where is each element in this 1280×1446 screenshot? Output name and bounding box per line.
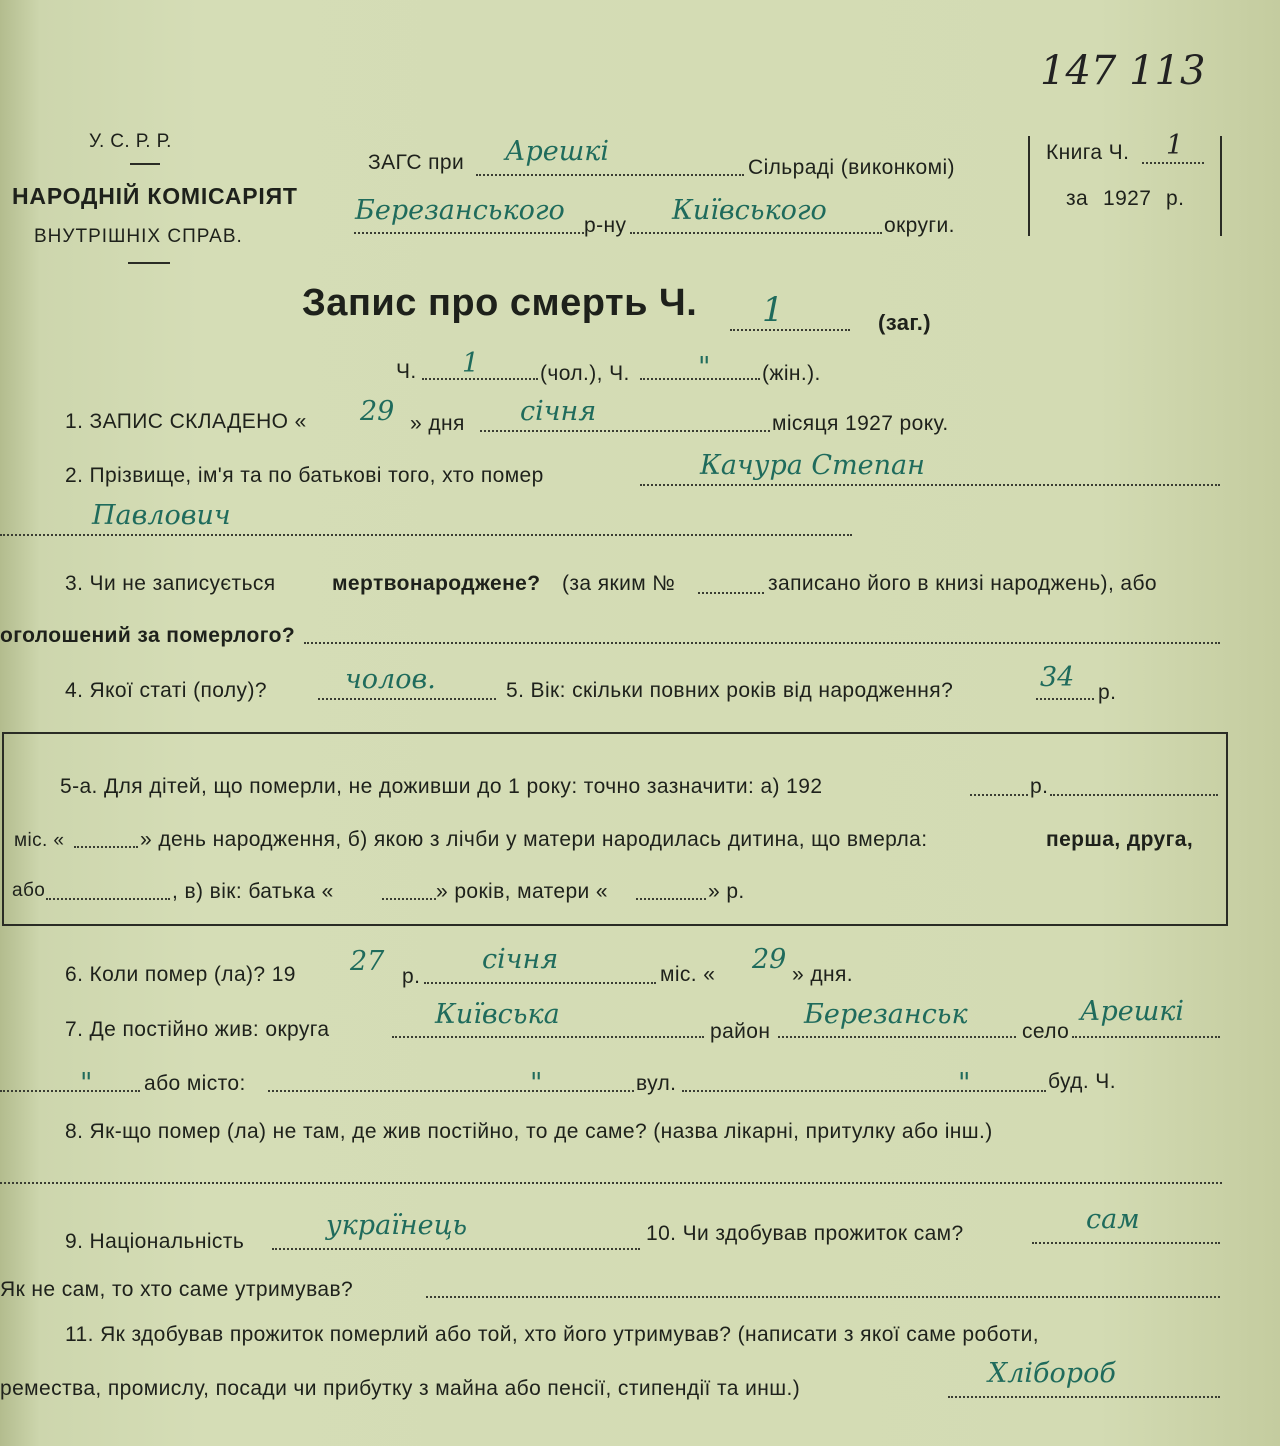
field5a-other-line — [46, 898, 170, 900]
field7-rayon-label: район — [710, 1020, 771, 1043]
field1-tail: місяця 1927 року. — [772, 412, 949, 435]
field2-line2 — [0, 534, 852, 536]
field3-number-line — [698, 592, 764, 594]
field10-line2: Як не сам, то хто саме утримував? — [0, 1278, 354, 1301]
female-number: " — [698, 352, 711, 383]
field5-unit: р. — [1098, 681, 1117, 704]
council-label: Сільраді (виконкомі) — [748, 156, 955, 179]
field7-ditto-3: " — [958, 1068, 971, 1099]
field5a-line3-a: або — [12, 880, 46, 901]
field2-name1: Качура Степан — [700, 450, 925, 481]
field6-day: 29 — [752, 944, 787, 975]
field3-declared-dead: оголошений за померлого? — [0, 624, 296, 647]
zags-prefix: ЗАГС при — [368, 151, 465, 174]
field5a-month-line — [74, 846, 138, 848]
okruha-label: округи. — [884, 214, 955, 237]
field7-okruha: Київська — [435, 999, 560, 1030]
male-number-line — [422, 378, 538, 380]
field10-label: 10. Чи здобував прожиток сам? — [646, 1222, 964, 1245]
district-label: р-ну — [584, 214, 627, 237]
field5-value: 34 — [1040, 662, 1075, 693]
field7-ditto-2: " — [530, 1068, 543, 1099]
field8-label: 8. Як-що помер (ла) не там, де жив постійно, то де саме? (назва лікарні, притулку або інш.) — [65, 1120, 993, 1143]
field7-city-label: або місто: — [144, 1072, 246, 1095]
field3-text-b: (за яким № — [562, 572, 676, 595]
book-number-line — [1142, 162, 1204, 164]
book-number: 1 — [1166, 130, 1184, 161]
book-year-suffix: р. — [1166, 187, 1185, 210]
republic-label: У. С. Р. Р. — [89, 131, 172, 152]
field5a-line2-a: міс. « — [14, 830, 65, 851]
field5a-line3-b: , в) вік: батька « — [172, 880, 334, 903]
sub-ch-label: Ч. — [396, 360, 417, 383]
field5a-order: перша, друга, — [1046, 828, 1194, 851]
header-divider — [130, 163, 160, 165]
field7-rayon-line — [778, 1036, 1016, 1038]
field2-label: 2. Прізвище, ім'я та по батькові того, хто помер — [65, 464, 544, 487]
okruha-line — [630, 232, 882, 234]
field5a-line3-d: » р. — [708, 880, 745, 903]
field10-line — [1032, 1242, 1220, 1244]
field9-value: українець — [326, 1210, 468, 1241]
male-label: (чол.), Ч. — [540, 362, 630, 385]
field6-month-line — [424, 982, 656, 984]
field11-value: Хлібороб — [988, 1358, 1116, 1389]
field9-line — [272, 1248, 640, 1250]
book-year-prefix: за — [1066, 187, 1089, 210]
district-line — [354, 232, 584, 234]
field7-selo-label: село — [1022, 1020, 1070, 1043]
field11-line2: ремества, промислу, посади чи прибутку з майна або пенсії, стипендії та инш.) — [0, 1377, 801, 1400]
field6-r: р. — [402, 965, 421, 988]
male-number: 1 — [462, 348, 480, 379]
page-title: Запис про смерть Ч. — [302, 282, 698, 324]
field5a-father-age-line — [382, 898, 436, 900]
district-value: Березанського — [355, 195, 565, 226]
field5-line — [1036, 698, 1094, 700]
field2-name2: Павлович — [92, 500, 231, 531]
field8-line — [0, 1182, 1222, 1184]
department-title: ВНУТРІШНІХ СПРАВ. — [34, 226, 243, 247]
field7-city-line — [268, 1090, 634, 1092]
field4-label: 4. Якої статі (полу)? — [65, 679, 267, 702]
record-number: 1 — [762, 290, 784, 330]
field6-tail: » дня. — [792, 963, 853, 986]
field6-mis: міс. « — [660, 963, 716, 986]
zags-village: Арешкі — [505, 136, 610, 167]
field11-line — [948, 1396, 1220, 1398]
book-label: Книга Ч. — [1046, 141, 1130, 164]
zags-village-line — [476, 174, 744, 176]
field4-value: чолов. — [345, 664, 436, 695]
field5-label: 5. Вік: скільки повних років від народження? — [506, 679, 954, 702]
field5a-line1-end: р. — [1030, 775, 1049, 798]
field3-stillborn: мертвонароджене? — [332, 572, 541, 595]
field7-okruha-line — [392, 1036, 704, 1038]
field2-line1 — [640, 484, 1220, 486]
book-year: 1927 — [1103, 187, 1152, 210]
okruha-value: Київського — [672, 195, 827, 226]
field7-label: 7. Де постійно жив: округа — [65, 1018, 330, 1041]
field10-value: сам — [1086, 1204, 1140, 1235]
field11-line1: 11. Як здобував прожиток померлий або той, хто його утримував? (написати з якої саме роботи, — [65, 1323, 1039, 1346]
field5a-year-line — [970, 794, 1028, 796]
field9-label: 9. Національність — [65, 1230, 245, 1253]
field3-text-c: записано його в книзі народжень), або — [768, 572, 1157, 595]
field6-label: 6. Коли помер (ла)? 19 — [65, 963, 296, 986]
field5a-line2-b: » день народження, б) якою з лічби у матери народилась дитина, що вмерла: — [140, 828, 928, 851]
field1-month-line — [480, 430, 770, 432]
archive-number: 147 113 — [1040, 48, 1206, 94]
field10-supporter-line — [426, 1296, 1220, 1298]
field7-address-line — [0, 1090, 140, 1092]
record-number-line — [730, 329, 850, 331]
field3-line2 — [304, 642, 1220, 644]
field1-mid: » дня — [410, 412, 465, 435]
field7-selo-line — [1072, 1036, 1220, 1038]
field5a-mother-age-line — [636, 898, 706, 900]
field6-year: 27 — [350, 946, 385, 977]
field7-ditto: " — [80, 1068, 93, 1099]
field1-label: 1. ЗАПИС СКЛАДЕНО « — [65, 410, 307, 433]
field7-street-line — [682, 1090, 1046, 1092]
field5a-line1-tail — [1050, 794, 1218, 796]
field4-line — [318, 698, 496, 700]
field3-text-a: 3. Чи не записується — [65, 572, 276, 595]
title-suffix: (заг.) — [878, 310, 932, 335]
header-divider-2 — [128, 262, 170, 264]
commissariat-title: НАРОДНІЙ КОМІСАРІЯТ — [12, 183, 298, 209]
field7-street-label: вул. — [636, 1072, 677, 1095]
field5a-line1: 5-а. Для дітей, що померли, не доживши до 1 року: точно зазначити: а) 192 — [60, 775, 823, 798]
field1-day: 29 — [360, 396, 395, 427]
field5a-line3-c: » років, матери « — [436, 880, 608, 903]
field7-house-label: буд. Ч. — [1048, 1070, 1116, 1093]
field7-selo: Арешкі — [1080, 996, 1185, 1027]
field7-rayon: Березанськ — [804, 999, 968, 1030]
female-label: (жін.). — [762, 362, 821, 385]
field1-month: січня — [520, 396, 597, 427]
field6-month: січня — [482, 944, 559, 975]
